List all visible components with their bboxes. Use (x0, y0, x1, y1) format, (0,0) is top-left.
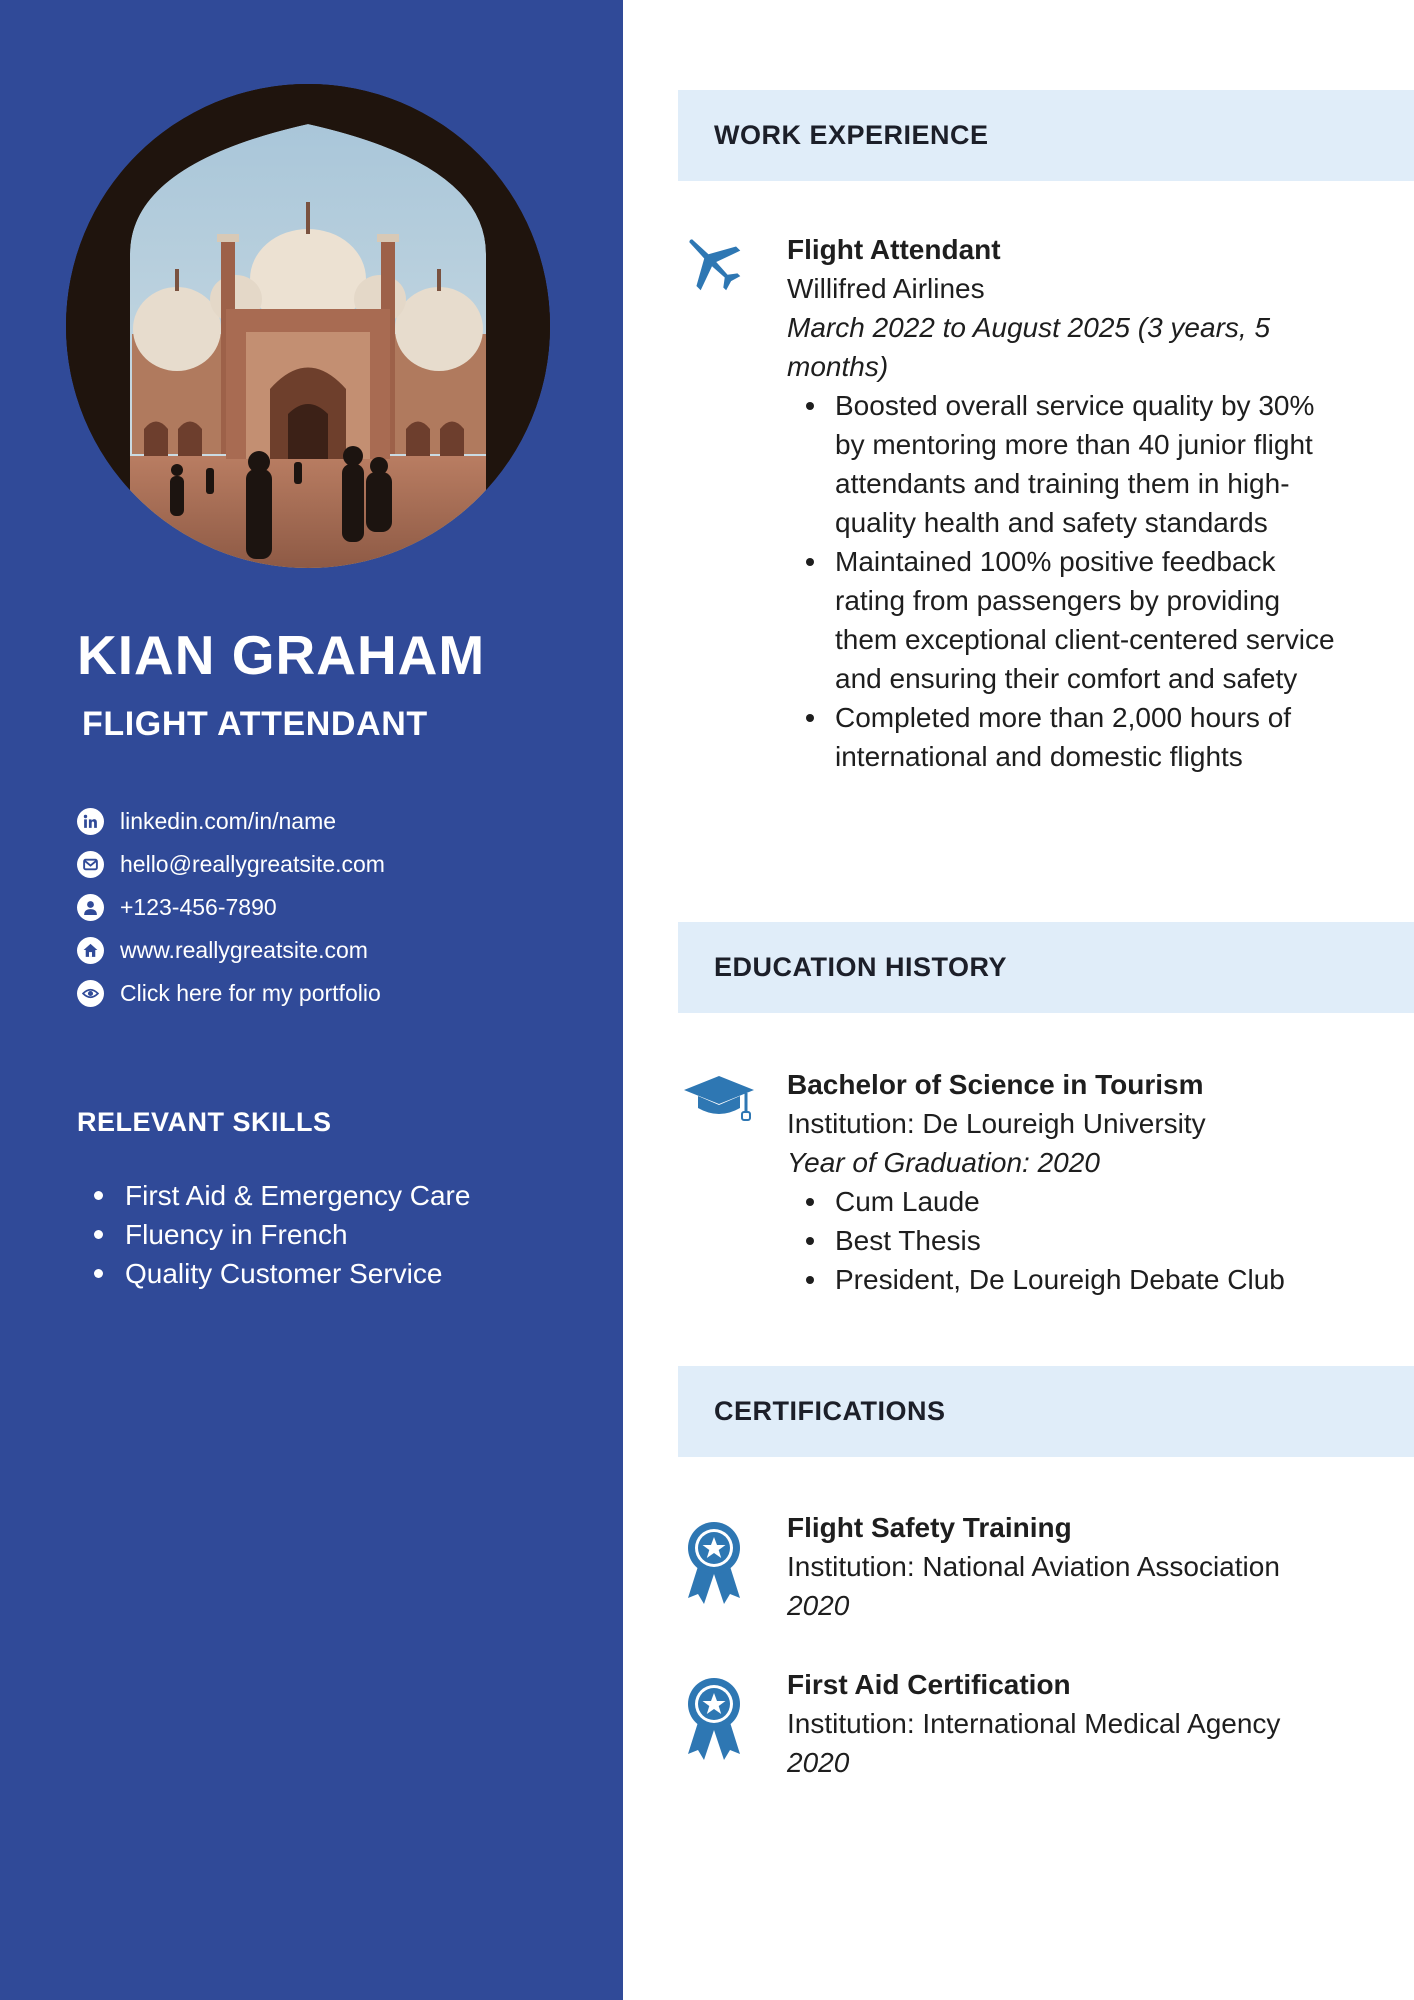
work-experience-band (678, 90, 1414, 181)
contact-phone-text: +123-456-7890 (120, 894, 277, 920)
skill-item: Quality Customer Service (94, 1254, 470, 1293)
certification-entry (787, 1665, 1347, 1782)
certification-title: First Aid Certification (787, 1669, 1071, 1700)
eye-icon (77, 980, 104, 1007)
job-company: Willifred Airlines (787, 273, 985, 304)
job-bullet: Boosted overall service quality by 30% by mentoring more than 40 junior flight attendants and training them in high-quality health and safety standards (787, 386, 1347, 542)
job-bullet: Completed more than 2,000 hours of international and domestic flights (787, 698, 1347, 776)
mosque-through-archway-photo (66, 84, 550, 568)
work-entry (787, 230, 1347, 776)
contact-list (77, 800, 385, 1015)
home-icon (77, 937, 104, 964)
contact-website[interactable] (77, 929, 385, 972)
job-bullet: Maintained 100% positive feedback rating from passengers by providing them exceptional client-centered service and ensuring their comfort and safety (787, 542, 1347, 698)
contact-portfolio[interactable] (77, 972, 385, 1015)
degree-title: Bachelor of Science in Tourism (787, 1069, 1204, 1100)
education-institution: Institution: De Loureigh University (787, 1108, 1206, 1139)
skills-list (94, 1176, 470, 1293)
sidebar (0, 0, 623, 2000)
contact-website-text: www.reallygreatsite.com (120, 937, 368, 963)
certification-year: 2020 (787, 1590, 850, 1621)
user-icon (77, 894, 104, 921)
award-ribbon-icon (684, 1676, 744, 1762)
skill-item: First Aid & Emergency Care (94, 1176, 470, 1215)
work-experience-heading: WORK EXPERIENCE (714, 120, 989, 150)
airplane-icon (680, 230, 744, 294)
certification-entry (787, 1508, 1347, 1625)
candidate-role: FLIGHT ATTENDANT (82, 705, 428, 743)
job-dates: March 2022 to August 2025 (3 years, 5 months) (787, 312, 1271, 382)
certifications-band (678, 1366, 1414, 1457)
education-bullet: President, De Loureigh Debate Club (787, 1260, 1347, 1299)
skill-item: Fluency in French (94, 1215, 470, 1254)
contact-linkedin-text: linkedin.com/in/name (120, 808, 337, 834)
job-title: Flight Attendant (787, 234, 1001, 265)
certification-institution: Institution: National Aviation Association (787, 1551, 1280, 1582)
candidate-name: KIAN GRAHAM (77, 624, 486, 686)
certifications-heading: CERTIFICATIONS (714, 1396, 946, 1426)
award-ribbon-icon (684, 1520, 744, 1606)
education-entry (787, 1065, 1347, 1299)
education-heading: EDUCATION HISTORY (714, 952, 1008, 982)
certification-year: 2020 (787, 1747, 850, 1778)
certification-title: Flight Safety Training (787, 1512, 1072, 1543)
job-bullets (787, 386, 1347, 776)
graduation-cap-icon (682, 1072, 756, 1124)
contact-portfolio-text: Click here for my portfolio (120, 980, 381, 1006)
mail-icon (77, 851, 104, 878)
certification-institution: Institution: International Medical Agency (787, 1708, 1281, 1739)
skills-heading: RELEVANT SKILLS (77, 1107, 332, 1137)
contact-email[interactable] (77, 843, 385, 886)
linkedin-icon (77, 808, 104, 835)
education-bullets (787, 1182, 1347, 1299)
education-band (678, 922, 1414, 1013)
profile-photo (66, 84, 550, 568)
education-bullet: Best Thesis (787, 1221, 1347, 1260)
graduation-year: Year of Graduation: 2020 (787, 1147, 1100, 1178)
contact-email-text: hello@reallygreatsite.com (120, 851, 385, 877)
education-bullet: Cum Laude (787, 1182, 1347, 1221)
contact-linkedin[interactable] (77, 800, 385, 843)
contact-phone[interactable] (77, 886, 385, 929)
